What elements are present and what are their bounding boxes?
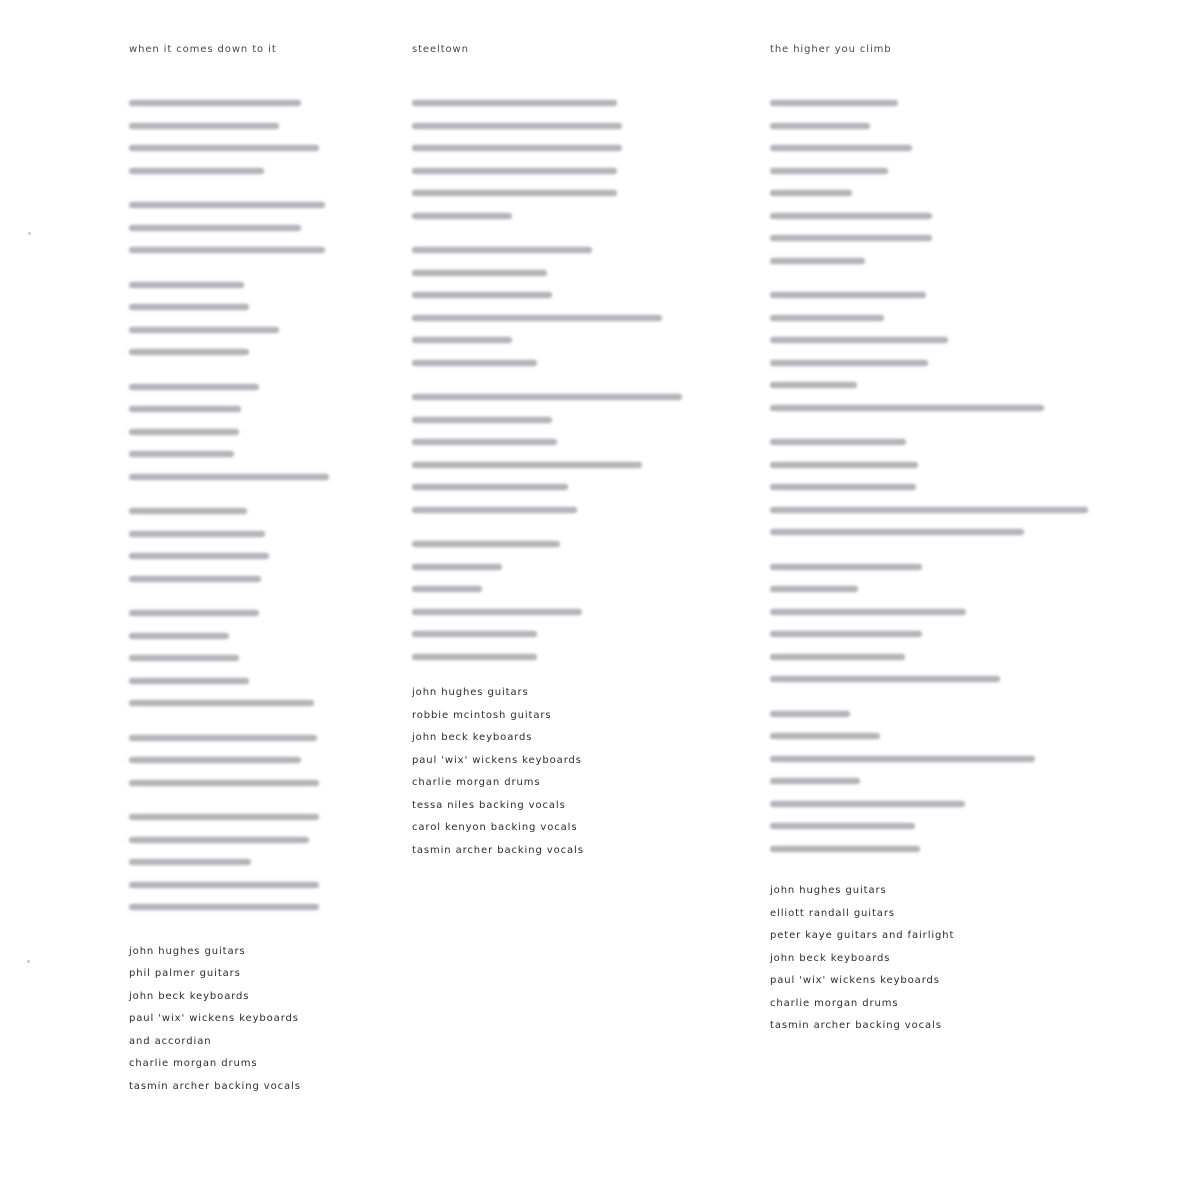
blurred-lyric-line <box>129 160 369 183</box>
credit-line: john beck keyboards <box>412 732 533 743</box>
credit-line: charlie morgan drums <box>129 1058 258 1069</box>
credit-line: and accordian <box>129 1035 212 1047</box>
blurred-lyric-line <box>412 182 712 205</box>
blurred-lyric-line <box>770 748 1110 771</box>
blurred-lyric-line <box>129 625 369 648</box>
song-title: when it comes down to it <box>129 44 277 55</box>
lyric-stanza <box>770 556 1110 691</box>
blurred-lyric-line <box>412 329 712 352</box>
credit-line: carol kenyon backing vocals <box>412 822 578 833</box>
lyric-stanza <box>129 274 369 364</box>
blurred-lyric-line <box>770 725 1110 748</box>
credits-list <box>129 941 369 1099</box>
credit-line: john hughes guitars <box>770 885 887 896</box>
blurred-lyric-line <box>770 623 1110 646</box>
blurred-lyric-line <box>412 578 712 601</box>
blurred-lyric-line <box>770 499 1110 522</box>
lyric-stanza <box>129 806 369 919</box>
lyric-stanza <box>129 500 369 590</box>
lyric-stanza <box>770 284 1110 419</box>
blurred-lyric-line <box>770 556 1110 579</box>
blurred-lyric-line <box>129 194 369 217</box>
blurred-lyric-line <box>770 668 1110 691</box>
lyric-stanza <box>412 386 712 521</box>
blurred-lyric-line <box>770 838 1110 861</box>
credit-line: john hughes guitars <box>412 687 529 698</box>
blurred-lyric-line <box>129 851 369 874</box>
blurred-lyric-line <box>770 182 1110 205</box>
blurred-lyric-line <box>770 476 1110 499</box>
blurred-lyric-line <box>129 500 369 523</box>
blurred-lyric-line <box>129 692 369 715</box>
blurred-lyric-line <box>770 352 1110 375</box>
credit-line: robbie mcintosh guitars <box>412 709 552 721</box>
blurred-lyric-line <box>412 476 712 499</box>
blurred-lyric-line <box>129 239 369 262</box>
blurred-lyric-line <box>770 160 1110 183</box>
blurred-lyric-line <box>129 217 369 240</box>
blurred-lyric-line <box>770 578 1110 601</box>
lyric-stanza <box>129 376 369 489</box>
blurred-lyric-line <box>412 307 712 330</box>
blurred-lyric-line <box>770 374 1110 397</box>
blurred-lyric-line <box>129 137 369 160</box>
credits-list <box>412 682 712 862</box>
blurred-lyric-line <box>770 431 1110 454</box>
blurred-lyric-line <box>412 352 712 375</box>
blurred-lyric-line <box>129 92 369 115</box>
blurred-lyric-line <box>129 874 369 897</box>
blurred-lyric-line <box>129 319 369 342</box>
blurred-lyric-line <box>770 521 1110 544</box>
blurred-lyric-line <box>770 815 1110 838</box>
blurred-lyric-line <box>129 647 369 670</box>
blurred-lyric-line <box>770 137 1110 160</box>
blurred-lyric-line <box>770 250 1110 273</box>
song-title: the higher you climb <box>770 44 892 55</box>
credit-line: elliott randall guitars <box>770 907 895 919</box>
credit-line: paul 'wix' wickens keyboards <box>129 1013 299 1024</box>
song-column-steeltown <box>412 42 712 862</box>
blurred-lyric-line <box>770 601 1110 624</box>
lyric-stanza <box>129 194 369 262</box>
blurred-lyric-line <box>129 772 369 795</box>
lyric-stanza <box>412 239 712 374</box>
blurred-lyric-line <box>412 431 712 454</box>
blurred-lyric-line <box>412 115 712 138</box>
blurred-lyric-line <box>412 284 712 307</box>
blurred-lyric-line <box>129 421 369 444</box>
blurred-lyric-line <box>412 239 712 262</box>
blurred-lyric-line <box>129 749 369 772</box>
credit-line: peter kaye guitars and fairlight <box>770 930 955 941</box>
blurred-lyric-line <box>770 793 1110 816</box>
blurred-lyric-line <box>412 205 712 228</box>
credit-line: john beck keyboards <box>770 952 891 964</box>
blurred-lyric-line <box>129 443 369 466</box>
lyric-stanza <box>412 92 712 227</box>
blurred-lyric-line <box>129 341 369 364</box>
blurred-lyric-line <box>770 397 1110 420</box>
lyrics-block <box>770 92 1110 860</box>
blurred-lyric-line <box>770 454 1110 477</box>
paper-fleck <box>28 232 31 235</box>
blurred-lyric-line <box>129 568 369 591</box>
credit-line: john beck keyboards <box>129 990 250 1002</box>
blurred-lyric-line <box>412 137 712 160</box>
lyrics-block <box>412 92 712 668</box>
lyrics-block <box>129 92 369 919</box>
paper-fleck <box>27 960 30 963</box>
blurred-lyric-line <box>412 454 712 477</box>
blurred-lyric-line <box>770 115 1110 138</box>
blurred-lyric-line <box>412 601 712 624</box>
credit-line: tasmin archer backing vocals <box>770 1020 942 1031</box>
lyric-stanza <box>412 533 712 668</box>
song-column-the-higher-you-climb <box>770 42 1110 1038</box>
blurred-lyric-line <box>412 92 712 115</box>
blurred-lyric-line <box>412 409 712 432</box>
blurred-lyric-line <box>412 533 712 556</box>
blurred-lyric-line <box>770 92 1110 115</box>
lyric-stanza <box>129 602 369 715</box>
credits-list <box>770 880 1110 1038</box>
blurred-lyric-line <box>129 398 369 421</box>
blurred-lyric-line <box>412 623 712 646</box>
credit-line: charlie morgan drums <box>770 997 899 1009</box>
blurred-lyric-line <box>770 770 1110 793</box>
credit-line: paul 'wix' wickens keyboards <box>770 975 940 986</box>
blurred-lyric-line <box>412 646 712 669</box>
blurred-lyric-line <box>770 646 1110 669</box>
blurred-lyric-line <box>129 545 369 568</box>
blurred-lyric-line <box>129 115 369 138</box>
lyric-stanza <box>770 431 1110 544</box>
blurred-lyric-line <box>412 262 712 285</box>
blurred-lyric-line <box>129 466 369 489</box>
song-column-when-it-comes-down-to-it <box>129 42 369 1098</box>
blurred-lyric-line <box>129 296 369 319</box>
blurred-lyric-line <box>770 329 1110 352</box>
lyric-stanza <box>129 727 369 795</box>
credit-line: tessa niles backing vocals <box>412 799 566 811</box>
blurred-lyric-line <box>770 703 1110 726</box>
song-title: steeltown <box>412 44 469 55</box>
lyric-stanza <box>770 703 1110 861</box>
credit-line: charlie morgan drums <box>412 777 541 788</box>
lyric-stanza <box>770 92 1110 272</box>
blurred-lyric-line <box>129 670 369 693</box>
blurred-lyric-line <box>129 274 369 297</box>
blurred-lyric-line <box>412 556 712 579</box>
blurred-lyric-line <box>129 727 369 750</box>
blurred-lyric-line <box>129 602 369 625</box>
credit-line: phil palmer guitars <box>129 968 241 979</box>
blurred-lyric-line <box>770 284 1110 307</box>
blurred-lyric-line <box>129 806 369 829</box>
blurred-lyric-line <box>770 227 1110 250</box>
blurred-lyric-line <box>412 499 712 522</box>
credit-line: tasmin archer backing vocals <box>412 844 584 856</box>
blurred-lyric-line <box>412 386 712 409</box>
blurred-lyric-line <box>129 523 369 546</box>
credit-line: paul 'wix' wickens keyboards <box>412 754 582 766</box>
blurred-lyric-line <box>770 307 1110 330</box>
lyric-stanza <box>129 92 369 182</box>
blurred-lyric-line <box>129 829 369 852</box>
credit-line: tasmin archer backing vocals <box>129 1080 301 1092</box>
blurred-lyric-line <box>129 896 369 919</box>
blurred-lyric-line <box>129 376 369 399</box>
blurred-lyric-line <box>770 205 1110 228</box>
credit-line: john hughes guitars <box>129 945 246 957</box>
blurred-lyric-line <box>412 160 712 183</box>
